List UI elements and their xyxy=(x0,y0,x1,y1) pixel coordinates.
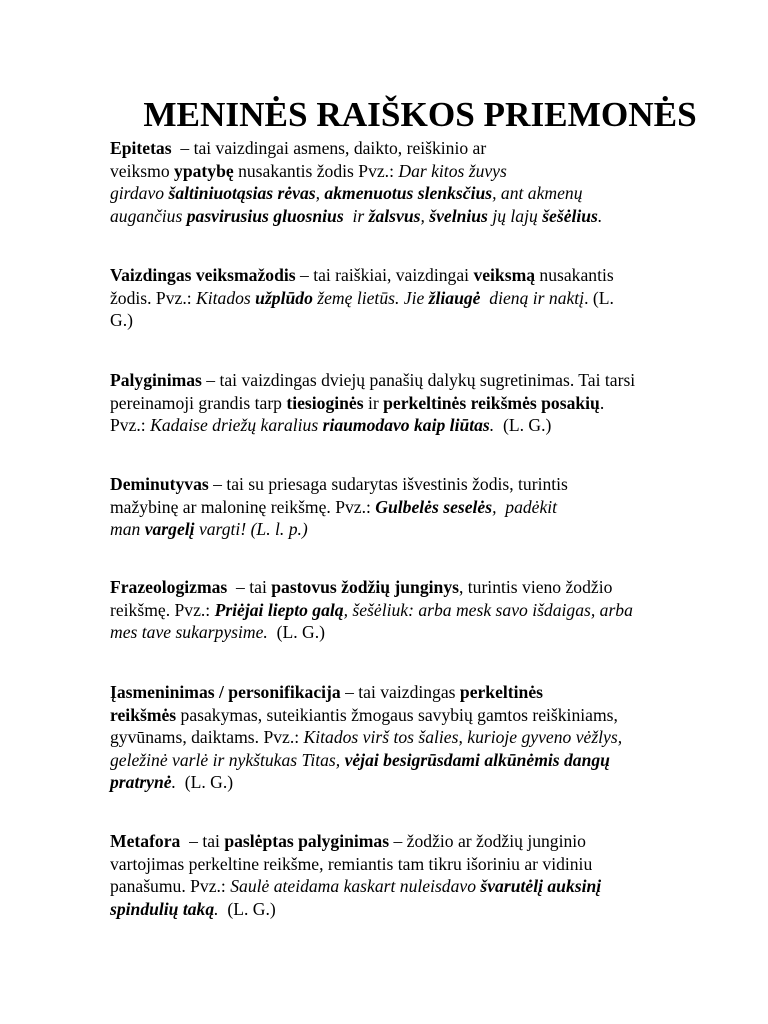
text-line xyxy=(110,875,730,898)
text-line xyxy=(110,621,730,644)
text-line xyxy=(110,898,730,921)
bold-term: veiksmą xyxy=(473,265,536,285)
text-run: mes tave sukarpysime. xyxy=(110,622,268,642)
text-run: girdavo xyxy=(110,183,169,203)
bold-term: pastovus žodžių junginys xyxy=(271,577,459,597)
text-run: . xyxy=(214,898,219,919)
bold-term: Frazeologizmas xyxy=(110,577,228,597)
bold-term xyxy=(375,497,492,517)
text-run: žalsvus xyxy=(368,205,421,226)
text-run: žemę lietūs. Jie xyxy=(312,287,429,308)
bold-term xyxy=(168,183,315,203)
text-line xyxy=(110,137,730,160)
text-line xyxy=(110,749,730,772)
bold-term xyxy=(110,772,172,792)
text-run: , ant akmenų xyxy=(492,183,583,203)
bold-term: paslėptas palyginimas xyxy=(224,831,390,851)
text-line xyxy=(110,726,730,749)
text-run: Kadaise driežų karalius xyxy=(150,415,323,435)
text-run: – žodžio ar žodžių junginio xyxy=(389,831,586,851)
bold-term xyxy=(345,750,610,770)
bold-term xyxy=(429,206,488,226)
text-run: – tai raiškiai, vaizdingai xyxy=(295,265,474,285)
bold-term xyxy=(110,899,214,919)
definition-entry xyxy=(110,369,730,437)
text-run: , xyxy=(420,205,430,226)
text-line xyxy=(110,830,730,853)
text-run: (L. G.) xyxy=(218,898,276,919)
text-run: žliaugė xyxy=(428,287,481,308)
bold-term: Vaizdingas veiksmažodis xyxy=(110,265,296,285)
text-run: – tai su priesaga sudarytas išvestinis žodis, turintis xyxy=(208,474,568,494)
text-run: nusakantis žodis Pvz.: xyxy=(233,160,399,181)
page-title: MENINĖS RAIŠKOS PRIEMONĖS xyxy=(143,95,697,134)
text-line xyxy=(110,681,730,704)
bold-term: Deminutyvas xyxy=(110,474,209,494)
bold-term xyxy=(480,876,601,896)
bold-term xyxy=(145,519,195,539)
text-line xyxy=(110,392,730,415)
text-line xyxy=(110,205,730,228)
text-run: švarutėlį auksinį xyxy=(480,876,602,896)
bold-term: Metafora xyxy=(110,831,181,851)
text-run: vargti! (L. l. p.) xyxy=(194,519,308,539)
bold-term xyxy=(215,600,344,620)
text-line xyxy=(110,518,730,541)
text-run: geležinė varlė ir nykštukas Titas, xyxy=(110,749,345,770)
text-line xyxy=(110,414,730,437)
text-line xyxy=(110,309,730,332)
text-run: (L. G.) xyxy=(175,772,234,792)
text-run: man xyxy=(110,519,145,539)
text-line xyxy=(110,771,730,794)
definition-entry xyxy=(110,830,730,920)
text-run: užplūdo xyxy=(255,287,313,308)
text-line xyxy=(110,287,730,310)
text-run: ir xyxy=(343,205,369,226)
text-run: panašumu. Pvz.: xyxy=(110,876,231,896)
text-run: reikšmę. Pvz.: xyxy=(110,599,215,620)
text-line xyxy=(110,599,730,622)
text-run: Dar kitos žuvys xyxy=(398,160,507,181)
definition-entry xyxy=(110,264,730,332)
text-run: Priėjai liepto galą xyxy=(214,599,344,620)
text-line xyxy=(110,704,730,727)
text-run: spindulių taką xyxy=(110,898,215,919)
bold-term xyxy=(255,288,313,308)
text-line xyxy=(110,473,730,496)
text-run: – tai vaizdingas dviejų panašių dalykų sugretinimas. Tai tarsi xyxy=(201,370,636,390)
text-run: Kitados virš tos šalies, kurioje gyveno vėžlys, xyxy=(303,727,623,747)
text-run: vėjai besigrūsdami alkūnėmis dangų xyxy=(344,749,610,770)
text-run: veiksmo xyxy=(110,160,175,181)
text-run: pasakymas, suteikiantis žmogaus savybių gamtos reiškiniams, xyxy=(176,704,618,725)
bold-term: Palyginimas xyxy=(110,370,202,390)
text-line xyxy=(110,853,730,876)
text-run: – tai xyxy=(227,577,272,597)
bold-term xyxy=(324,183,492,203)
text-run: jų lajų xyxy=(487,205,543,226)
bold-term: reikšmės xyxy=(110,704,177,725)
bold-term xyxy=(187,206,344,226)
text-run: – tai vaizdingas xyxy=(340,682,460,702)
text-run: šaltiniuotąsias rėvas xyxy=(168,183,316,203)
text-run: , šešėliuk: arba mesk savo išdaigas, arba xyxy=(343,599,633,620)
text-line xyxy=(110,369,730,392)
text-run: pereinamoji grandis tarp xyxy=(110,392,287,413)
text-line xyxy=(110,160,730,183)
text-run: nusakantis xyxy=(535,265,614,285)
text-run: . xyxy=(171,772,176,792)
text-line xyxy=(110,576,730,599)
text-run: Pvz.: xyxy=(110,415,151,435)
text-run: akmenuotus slenksčius xyxy=(324,183,493,203)
text-line xyxy=(110,264,730,287)
bold-term: perkeltinės reikšmės posakių xyxy=(383,392,600,413)
text-run: dieną ir naktį xyxy=(480,287,585,308)
bold-term: perkeltinės xyxy=(459,682,543,702)
text-run: . (L. xyxy=(584,287,614,308)
text-run: gyvūnams, daiktams. Pvz.: xyxy=(110,727,304,747)
text-line xyxy=(110,496,730,519)
bold-term xyxy=(429,288,481,308)
text-run: , turintis vieno žodžio xyxy=(458,577,613,597)
text-run: pratrynė xyxy=(110,772,172,792)
text-run: – tai xyxy=(180,831,225,851)
text-run: pasvirusius gluosnius xyxy=(186,205,344,226)
definition-entry xyxy=(110,137,730,227)
bold-term: Įasmeninimas / personifikacija xyxy=(110,682,341,702)
definition-entry xyxy=(110,473,730,541)
text-run: , padėkit xyxy=(492,496,558,517)
text-run: vargelį xyxy=(144,519,195,539)
bold-term xyxy=(542,206,598,226)
text-run: švelnius xyxy=(429,205,488,226)
text-run: (L. G.) xyxy=(494,415,552,435)
text-run: Gulbelės seselės xyxy=(375,496,493,517)
text-run: mažybinę ar maloninę reikšmę. Pvz.: xyxy=(110,496,376,517)
bold-term xyxy=(323,415,490,435)
bold-term: ypatybę xyxy=(174,160,234,181)
text-run: Kitados xyxy=(196,287,256,308)
text-line xyxy=(110,182,730,205)
text-run: žodis. Pvz.: xyxy=(110,287,197,308)
text-run: G.) xyxy=(110,310,133,330)
bold-term: tiesioginės xyxy=(286,392,364,413)
text-run: . xyxy=(597,205,603,226)
text-run: , xyxy=(315,183,325,203)
definition-entry xyxy=(110,576,730,644)
text-run: – tai vaizdingai asmens, daikto, reiškinio ar xyxy=(171,138,487,158)
text-run: riaumodavo kaip liūtas xyxy=(322,415,490,435)
text-run: Saulė ateidama kaskart nuleisdavo xyxy=(230,876,481,896)
text-run: . xyxy=(599,392,605,413)
bold-term: Epitetas xyxy=(110,138,172,158)
text-run: . xyxy=(489,415,495,435)
definition-entry xyxy=(110,681,730,794)
text-run: augančius xyxy=(110,205,187,226)
bold-term xyxy=(369,206,421,226)
text-run: vartojimas perkeltine reikšme, remiantis tam tikru išoriniu ar vidiniu xyxy=(110,853,593,874)
text-run: ir xyxy=(363,392,384,413)
text-run: (L. G.) xyxy=(267,622,325,642)
text-run: šešėlius xyxy=(542,205,598,226)
